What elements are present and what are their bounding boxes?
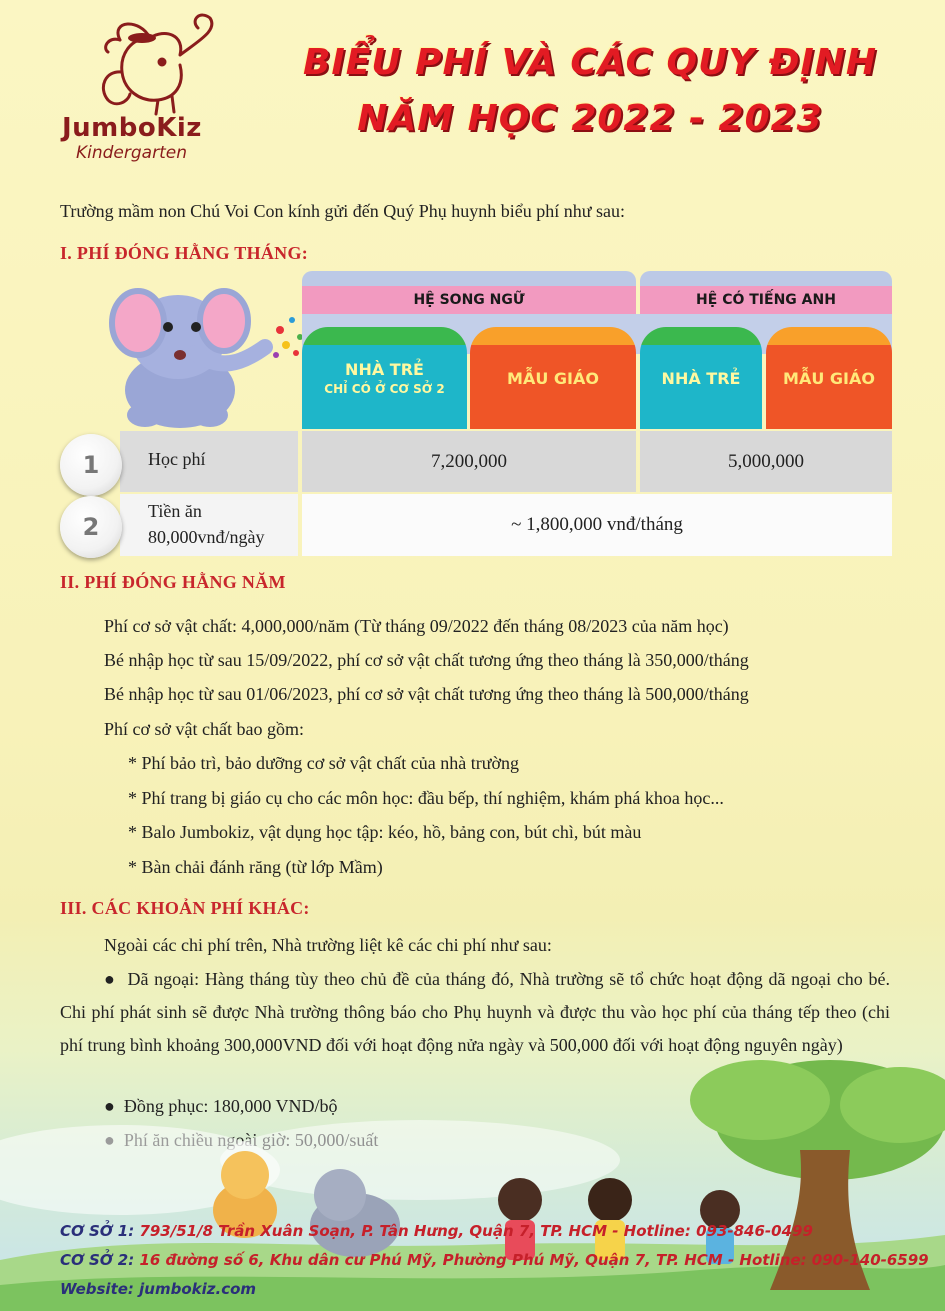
- fee-line: Phí cơ sở vật chất: 4,000,000/năm (Từ tháng 09/2022 đến tháng 08/2023 của năm học): [104, 616, 729, 636]
- page-title-line-1: BIỂU PHÍ VÀ CÁC QUY ĐỊNH: [302, 42, 878, 83]
- footer-label: Website:: [60, 1280, 134, 1298]
- column-header-nha-tre-song-ngu: [302, 327, 467, 429]
- column-header-nha-tre-tieng-anh: [640, 327, 762, 429]
- group-header-tieng-anh: HỆ CÓ TIẾNG ANH: [640, 286, 892, 314]
- list-item-text: Phí trang bị giáo cụ cho các môn học: đầu bếp, thí nghiệm, khám phá khoa học...: [141, 788, 724, 808]
- fee-line: Bé nhập học từ sau 01/06/2023, phí cơ sở vật chất tương ứng theo tháng là 500,000/tháng: [104, 684, 749, 704]
- footer-address: 793/51/8 Trần Xuân Soạn, P. Tân Hưng, Quận 7, TP. HCM - Hotline: 093-846-0499: [139, 1222, 813, 1240]
- logo-name: JumboKiz: [62, 113, 202, 143]
- section-3-heading: III. CÁC KHOẢN PHÍ KHÁC:: [60, 898, 310, 918]
- fee-line: Bé nhập học từ sau 15/09/2022, phí cơ sở vật chất tương ứng theo tháng là 350,000/tháng: [104, 650, 749, 670]
- row-label-line: Tiền ăn: [148, 501, 202, 521]
- bullet-icon: ●: [104, 969, 128, 989]
- page-title-line-2: NĂM HỌC 2022 - 2023: [357, 98, 823, 139]
- footer-co-so-2: [60, 1251, 929, 1269]
- bullet-item: [60, 963, 890, 1062]
- list-item-text: Bàn chải đánh răng (từ lớp Mầm): [141, 857, 383, 877]
- footer-website: [60, 1280, 256, 1298]
- table-frame-top-left: [302, 271, 636, 287]
- cell-tien-an: ~ 1,800,000 vnđ/tháng: [302, 494, 892, 556]
- footer-label: CƠ SỞ 1:: [60, 1222, 135, 1240]
- footer-address: 16 đường số 6, Khu dân cư Phú Mỹ, Phường Phú Mỹ, Quận 7, TP. HCM - Hotline: 090-140-6599: [139, 1251, 929, 1269]
- website-link[interactable]: jumbokiz.com: [139, 1280, 257, 1298]
- row-label-tien-an: [120, 494, 298, 556]
- footer-label: CƠ SỞ 2:: [60, 1251, 135, 1269]
- list-item-text: Balo Jumbokiz, vật dụng học tập: kéo, hồ, bảng con, bút chì, bút màu: [141, 822, 642, 842]
- column-label: NHÀ TRẺ: [661, 368, 741, 388]
- intro-text: Trường mầm non Chú Voi Con kính gửi đến Quý Phụ huynh biểu phí như sau:: [60, 201, 625, 221]
- footer-co-so-1: [60, 1222, 813, 1240]
- column-note: CHỈ CÓ Ở CƠ SỞ 2: [324, 382, 445, 396]
- bullet-text: Dã ngoại: Hàng tháng tùy theo chủ đề của tháng đó, Nhà trường sẽ tổ chức hoạt động dã ngoại cho bé. Chi phí phát sinh sẽ được Nhà trường thông báo cho Phụ huynh và được thu vào học phí của tháng tếp theo (chi phí trung bình khoảng 300,000VND đối với hoạt động nửa ngày và 500,000 đối với hoạt động nguyên ngày): [60, 969, 890, 1055]
- list-item: * Balo Jumbokiz, vật dụng học tập: kéo, hồ, bảng con, bút chì, bút màu: [128, 822, 642, 842]
- column-header-mau-giao-tieng-anh: [766, 327, 892, 429]
- logo-subtitle: Kindergarten: [76, 143, 187, 163]
- list-item: * Phí bảo trì, bảo dưỡng cơ sở vật chất của nhà trường: [128, 753, 519, 773]
- section-3-intro: Ngoài các chi phí trên, Nhà trường liệt kê các chi phí như sau:: [104, 935, 552, 955]
- cell-hoc-phi-tieng-anh: 5,000,000: [640, 431, 892, 492]
- section-1-heading: I. PHÍ ĐÓNG HẰNG THÁNG:: [60, 243, 309, 263]
- row-number-badge: 2: [60, 496, 122, 558]
- column-label: NHÀ TRẺ: [345, 360, 424, 379]
- column-label: MẪU GIÁO: [783, 368, 875, 388]
- bullet-icon: ●: [104, 1096, 124, 1116]
- elephant-mascot-icon: [100, 275, 320, 435]
- column-label: MẪU GIÁO: [507, 368, 599, 388]
- list-item: * Bàn chải đánh răng (từ lớp Mầm): [128, 857, 383, 877]
- column-header-mau-giao-song-ngu: [470, 327, 636, 429]
- section-2-heading: II. PHÍ ĐÓNG HẰNG NĂM: [60, 572, 286, 592]
- cell-hoc-phi-song-ngu: 7,200,000: [302, 431, 636, 492]
- bullet-text: Đồng phục: 180,000 VND/bộ: [123, 1096, 338, 1116]
- kids-tree-illustration: [0, 1060, 945, 1311]
- fee-line: Phí cơ sở vật chất bao gồm:: [104, 719, 305, 739]
- row-label-line: 80,000vnđ/ngày: [148, 527, 265, 547]
- list-item-text: Phí bảo trì, bảo dưỡng cơ sở vật chất của nhà trường: [141, 753, 519, 773]
- row-number-badge: 1: [60, 434, 122, 496]
- group-header-song-ngu: HỆ SONG NGỮ: [302, 286, 636, 314]
- row-label-hoc-phi: Học phí: [120, 431, 298, 492]
- table-frame-top-right: [640, 271, 892, 287]
- list-item: * Phí trang bị giáo cụ cho các môn học: đầu bếp, thí nghiệm, khám phá khoa học...: [128, 788, 724, 808]
